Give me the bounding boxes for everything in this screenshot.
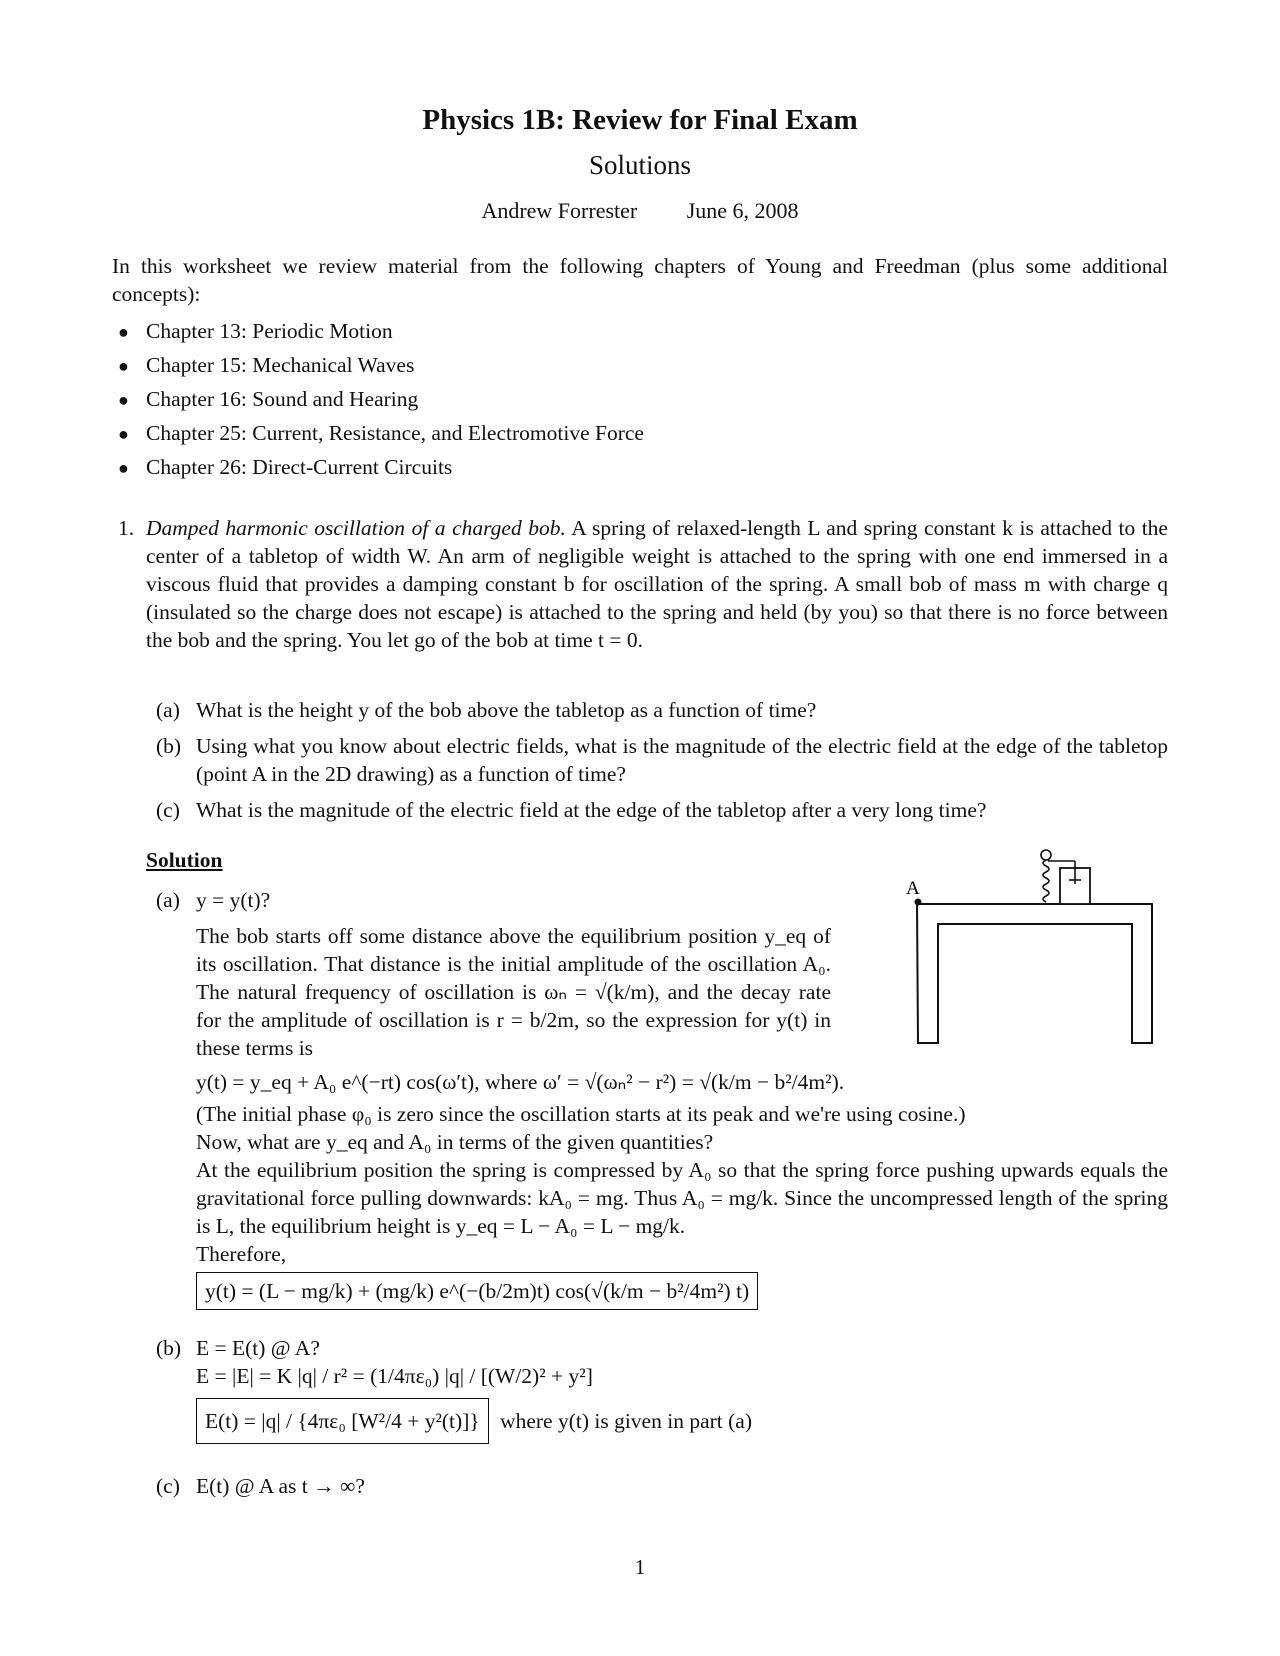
point-a-label: A bbox=[906, 878, 920, 899]
problem-number: 1. bbox=[118, 516, 135, 540]
page-number: 1 bbox=[634, 1555, 646, 1579]
solution-a-therefore: Therefore, bbox=[196, 1242, 287, 1266]
solution-c-question-text: E(t) @ A as t → ∞? bbox=[196, 1474, 365, 1498]
chapter-list bbox=[118, 314, 644, 484]
chapter-item: ● Chapter 26: Direct-Current Circuits bbox=[118, 450, 644, 484]
solution-b-result: E(t) = |q| / {4πε₀ [W²/4 + y²(t)]} bbox=[196, 1398, 489, 1444]
solution-a-result: y(t) = (L − mg/k) + (mg/k) e^(−(b/2m)t) cos(√(k/m − b²/4m²) t) bbox=[196, 1272, 758, 1310]
solution-a-para1: The bob starts off some distance above the equilibrium position y_eq of its oscillation. That distance is the initial amplitude of the oscillation A₀. The natural frequency of oscillation is ωₙ = √(k/m), and the decay rate for the amplitude of oscillation is r = b/2m, so the expression for y(t) in these terms is bbox=[196, 924, 831, 1060]
bullet-icon: ● bbox=[118, 356, 129, 376]
solution-c-question bbox=[156, 1472, 1168, 1500]
chapter-item: ● Chapter 16: Sound and Hearing bbox=[118, 382, 644, 416]
solution-a-para2: At the equilibrium position the spring is compressed by A₀ so that the spring force pushing upwards equals the gravitational force pulling downwards: kA₀ = mg. Thus A₀ = mg/k. Since the uncompressed length of the spring is L, the equilibrium height is y_eq = L − A₀ = L − mg/k. bbox=[196, 1158, 1168, 1238]
part-label: (c) bbox=[156, 1474, 180, 1498]
part-label: (b) bbox=[156, 1336, 182, 1360]
part-text: What is the magnitude of the electric field at the edge of the tabletop after a very long time? bbox=[196, 798, 987, 822]
solution-a-question-text: y = y(t)? bbox=[196, 888, 271, 912]
problem-text: A spring of relaxed-length L and spring constant k is attached to the center of a tabletop of width W. An arm of negligible weight is attached to the spring with one end immersed in a viscous fluid that provides a damping constant b for oscillation of the spring. A small bob of mass m with charge q (insulated so the charge does not escape) is attached to the spring and held (by you) so that there is no force between the bob and the spring. You let go of the bob at time t = 0. bbox=[146, 516, 1168, 652]
problem-parts bbox=[156, 696, 1168, 832]
part-text: What is the height y of the bob above the tabletop as a function of time? bbox=[196, 698, 817, 722]
solution-b-question-text: E = E(t) @ A? bbox=[196, 1336, 320, 1360]
part-label: (a) bbox=[156, 888, 180, 912]
document-title: Physics 1B: Review for Final Exam bbox=[422, 104, 858, 136]
author-line bbox=[0, 198, 1280, 224]
bullet-icon: ● bbox=[118, 390, 129, 410]
chapter-item: ● Chapter 25: Current, Resistance, and Electromotive Force bbox=[118, 416, 644, 450]
problem-statement bbox=[146, 514, 1168, 654]
problem-title: Damped harmonic oscillation of a charged bob. bbox=[146, 516, 566, 540]
part-c bbox=[156, 796, 1168, 824]
part-label: (c) bbox=[156, 798, 180, 822]
part-text: Using what you know about electric fields, what is the magnitude of the electric field at the edge of the tabletop (point A in the 2D drawing) as a function of time? bbox=[196, 734, 1168, 786]
part-a bbox=[156, 696, 1168, 724]
solution-b-question bbox=[156, 1334, 1168, 1362]
solution-a-equation: y(t) = y_eq + A₀ e^(−rt) cos(ω′t), where ω′ = √(ωₙ² − r²) = √(k/m − b²/4m²). bbox=[196, 1070, 845, 1094]
problem-1 bbox=[118, 514, 1168, 654]
document-date: June 6, 2008 bbox=[686, 198, 799, 223]
solution-a-question2: Now, what are y_eq and A₀ in terms of the given quantities? bbox=[196, 1130, 714, 1154]
part-label: (b) bbox=[156, 734, 182, 758]
charged-bob bbox=[1041, 850, 1051, 860]
intro-paragraph: In this worksheet we review material from the following chapters of Young and Freedman (plus some additional concepts): bbox=[112, 254, 1168, 306]
solution-b-where: where y(t) is given in part (a) bbox=[500, 1409, 752, 1433]
solution-a bbox=[156, 886, 1166, 1062]
solution-c bbox=[156, 1472, 1168, 1508]
solution-heading: Solution bbox=[146, 848, 223, 872]
bullet-icon: ● bbox=[118, 458, 129, 478]
author-name: Andrew Forrester bbox=[481, 198, 638, 223]
solution-b-result-wrap bbox=[196, 1398, 1168, 1444]
document-subtitle: Solutions bbox=[588, 150, 692, 180]
solution-a-result-wrap bbox=[196, 1272, 1168, 1310]
solution-a-question bbox=[156, 886, 1166, 914]
bullet-icon: ● bbox=[118, 322, 129, 342]
chapter-item: ● Chapter 13: Periodic Motion bbox=[118, 314, 644, 348]
chapter-item: ● Chapter 15: Mechanical Waves bbox=[118, 348, 644, 382]
part-b bbox=[156, 732, 1168, 788]
solution-a-note: (The initial phase φ₀ is zero since the oscillation starts at its peak and we're using cosine.) bbox=[196, 1102, 966, 1126]
part-label: (a) bbox=[156, 698, 180, 722]
bullet-icon: ● bbox=[118, 424, 129, 444]
solution-b-equation: E = |E| = K |q| / r² = (1/4πε₀) |q| / [(W/2)² + y²] bbox=[196, 1364, 593, 1388]
